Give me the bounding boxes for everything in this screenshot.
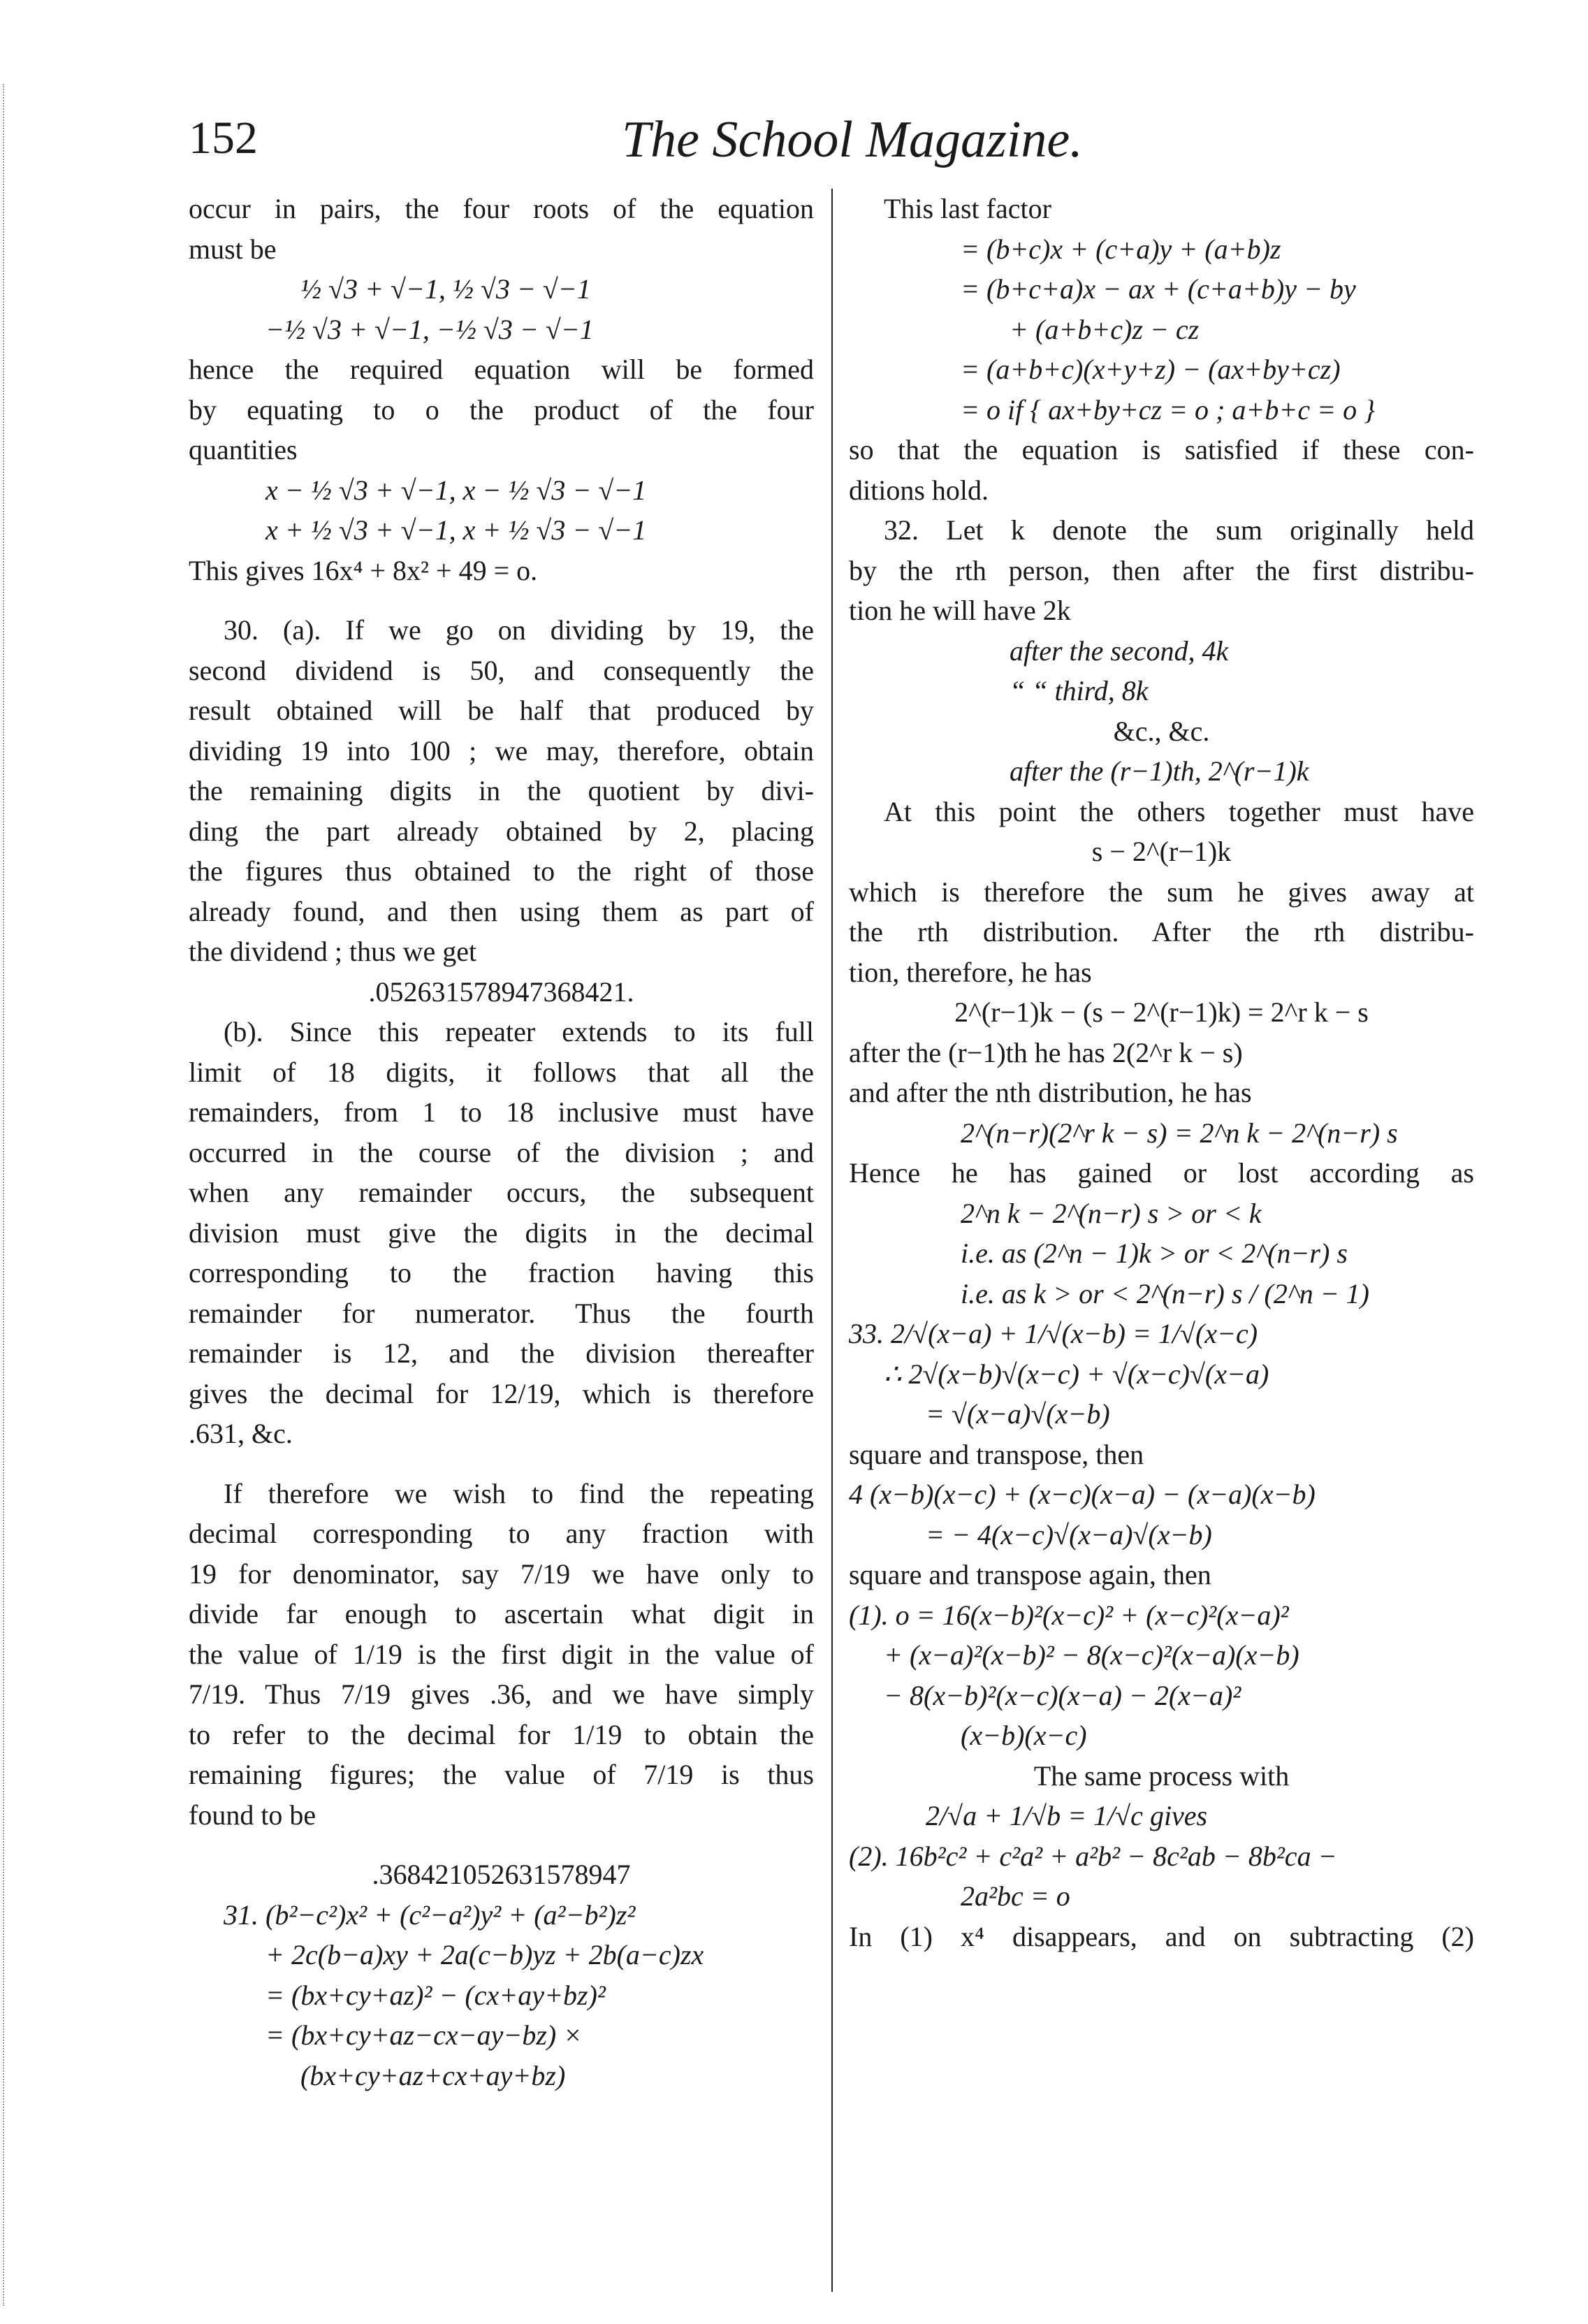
text-line: remaining figures; the value of 7/19 is thus <box>189 1759 814 1790</box>
text-line: square and transpose, then <box>849 1438 1144 1470</box>
equation-line: = (b+c+a)x − ax + (c+a+b)y − by <box>961 273 1356 305</box>
equation-line: = (a+b+c)(x+y+z) − (ax+by+cz) <box>961 354 1341 385</box>
text-line: divide far enough to ascertain what digit in <box>189 1598 814 1629</box>
text-line: .052631578947368421. <box>368 975 634 1008</box>
text-line: second dividend is 50, and consequently the <box>189 654 814 686</box>
equation-line: after the (r−1)th, 2^(r−1)k <box>1010 755 1309 787</box>
text-line: This gives 16x⁴ + 8x² + 49 = o. <box>189 554 538 586</box>
equation-line: i.e. as k > or < 2^(n−r) s / (2^n − 1) <box>961 1277 1369 1309</box>
text-line: 32. Let k denote the sum originally held <box>884 514 1474 546</box>
text-line: Hence he has gained or lost according as <box>849 1157 1474 1189</box>
text-line: when any remainder occurs, the subsequent <box>189 1177 814 1208</box>
equation-line: −½ √3 + √−1, −½ √3 − √−1 <box>265 313 594 345</box>
equation-line: x − ½ √3 + √−1, x − ½ √3 − √−1 <box>265 474 647 506</box>
text-line: occurred in the course of the division ; and <box>189 1136 814 1168</box>
text-line: .368421052631578947 <box>372 1859 631 1890</box>
text-line: the dividend ; thus we get <box>189 936 477 967</box>
text-line: and after the nth distribution, he has <box>849 1077 1252 1108</box>
right-column <box>849 189 1474 1956</box>
paragraph-gap <box>189 590 814 610</box>
equation-line: 4 (x−b)(x−c) + (x−c)(x−a) − (x−a)(x−b) <box>849 1479 1316 1510</box>
equation-line: = √(x−a)√(x−b) <box>926 1398 1110 1430</box>
left-column <box>189 189 814 2096</box>
text-line: In (1) x⁴ disappears, and on subtracting (2) <box>849 1920 1474 1952</box>
paragraph-gap <box>189 1454 814 1474</box>
text-line: found to be <box>189 1799 316 1831</box>
text-line: remainder is 12, and the division thereafter <box>189 1337 814 1369</box>
page-number: 152 <box>189 112 258 164</box>
text-line: &c., &c. <box>1113 715 1210 747</box>
text-line: dividing 19 into 100 ; we may, therefore, obtain <box>189 734 814 767</box>
equation-line: = (bx+cy+az−cx−ay−bz) × <box>265 2019 583 2051</box>
equation-line: + 2c(b−a)xy + 2a(c−b)yz + 2b(a−c)zx <box>265 1939 704 1970</box>
text-line: tion, therefore, he has <box>849 956 1092 988</box>
text-line: (b). Since this repeater extends to its full <box>224 1016 814 1047</box>
equation-line: “ “ third, 8k <box>1010 675 1149 706</box>
equation-line: after the second, 4k <box>1010 634 1229 667</box>
text-line: so that the equation is satisfied if these con- <box>849 434 1474 465</box>
text-line: the remaining digits in the quotient by divi- <box>189 775 814 806</box>
equation-line: − 8(x−b)²(x−c)(x−a) − 2(x−a)² <box>884 1679 1241 1711</box>
equation-line: (x−b)(x−c) <box>961 1720 1087 1751</box>
text-line: to refer to the decimal for 1/19 to obtain the <box>189 1718 814 1750</box>
equation-line: 33. 2/√(x−a) + 1/√(x−b) = 1/√(x−c) <box>849 1318 1258 1349</box>
text-line: the rth distribution. After the rth distribu- <box>849 916 1474 947</box>
equation-line: + (x−a)²(x−b)² − 8(x−c)²(x−a)(x−b) <box>884 1639 1299 1671</box>
text-line: occur in pairs, the four roots of the equation <box>189 193 814 224</box>
text-line: At this point the others together must have <box>884 795 1474 827</box>
text-line: remainders, from 1 to 18 inclusive must have <box>189 1096 814 1128</box>
equation-line: 2^(n−r)(2^r k − s) = 2^n k − 2^(n−r) s <box>961 1117 1398 1149</box>
text-line: ditions hold. <box>849 474 989 506</box>
text-line: .631, &c. <box>189 1418 293 1449</box>
text-line: 2^(r−1)k − (s − 2^(r−1)k) = 2^r k − s <box>954 996 1369 1028</box>
text-line: division must give the digits in the decimal <box>189 1217 814 1249</box>
text-line: If therefore we wish to find the repeating <box>224 1477 814 1509</box>
text-line: hence the required equation will be formed <box>189 354 814 385</box>
equation-line: ∴ 2√(x−b)√(x−c) + √(x−c)√(x−a) <box>884 1358 1269 1390</box>
text-line: after the (r−1)th he has 2(2^r k − s) <box>849 1036 1243 1068</box>
text-line: result obtained will be half that produced by <box>189 695 814 726</box>
equation-line: 2/√a + 1/√b = 1/√c gives <box>926 1800 1208 1831</box>
equation-line: 31. (b²−c²)x² + (c²−a²)y² + (a²−b²)z² <box>224 1898 636 1931</box>
text-line: by equating to o the product of the four <box>189 393 814 426</box>
page-header <box>189 105 1502 182</box>
equation-line: i.e. as (2^n − 1)k > or < 2^(n−r) s <box>961 1237 1348 1269</box>
text-line: s − 2^(r−1)k <box>1091 836 1232 867</box>
text-line: quantities <box>189 434 298 465</box>
text-line: 19 for denominator, say 7/19 we have only to <box>189 1557 814 1590</box>
text-line: gives the decimal for 12/19, which is therefore <box>189 1377 814 1409</box>
equation-line: (2). 16b²c² + c²a² + a²b² − 8c²ab − 8b²ca − <box>849 1840 1337 1872</box>
equation-line: = o if { ax+by+cz = o ; a+b+c = o } <box>961 393 1376 426</box>
equation-line: = − 4(x−c)√(x−a)√(x−b) <box>926 1518 1212 1550</box>
equation-line: = (bx+cy+az)² − (cx+ay+bz)² <box>265 1979 606 2011</box>
text-line: decimal corresponding to any fraction with <box>189 1518 814 1549</box>
text-line: by the rth person, then after the first distribu- <box>849 554 1474 586</box>
text-line: the figures thus obtained to the right of those <box>189 855 814 887</box>
text-line: must be <box>189 233 277 265</box>
text-line: square and transpose again, then <box>849 1559 1211 1590</box>
paragraph-gap <box>189 1835 814 1854</box>
equation-line: + (a+b+c)z − cz <box>1010 313 1200 345</box>
text-line: This last factor <box>884 193 1051 224</box>
text-line: limit of 18 digits, it follows that all the <box>189 1056 814 1088</box>
text-line: 7/19. Thus 7/19 gives .36, and we have simply <box>189 1678 814 1710</box>
equation-line: (bx+cy+az+cx+ay+bz) <box>300 2059 566 2091</box>
running-title: The School Magazine. <box>622 111 1083 168</box>
column-divider <box>831 189 833 2292</box>
text-line: already found, and then using them as part of <box>189 895 814 927</box>
binding-edge <box>3 84 11 2306</box>
text-line: 30. (a). If we go on dividing by 19, the <box>224 614 814 646</box>
text-line: tion he will have 2k <box>849 595 1071 626</box>
text-line: the value of 1/19 is the first digit in the value of <box>189 1638 814 1670</box>
text-line: which is therefore the sum he gives away at <box>849 876 1474 908</box>
equation-line: ½ √3 + √−1, ½ √3 − √−1 <box>300 273 591 305</box>
text-line: remainder for numerator. Thus the fourth <box>189 1297 814 1329</box>
equation-line: x + ½ √3 + √−1, x + ½ √3 − √−1 <box>265 514 647 546</box>
equation-line: 2a²bc = o <box>961 1880 1070 1912</box>
equation-line: 2^n k − 2^(n−r) s > or < k <box>961 1197 1262 1229</box>
equation-line: (1). o = 16(x−b)²(x−c)² + (x−c)²(x−a)² <box>849 1599 1289 1631</box>
text-line: corresponding to the fraction having this <box>189 1257 814 1288</box>
equation-line: = (b+c)x + (c+a)y + (a+b)z <box>961 233 1281 265</box>
text-line: The same process with <box>1033 1759 1290 1792</box>
text-line: ding the part already obtained by 2, placing <box>189 815 814 847</box>
